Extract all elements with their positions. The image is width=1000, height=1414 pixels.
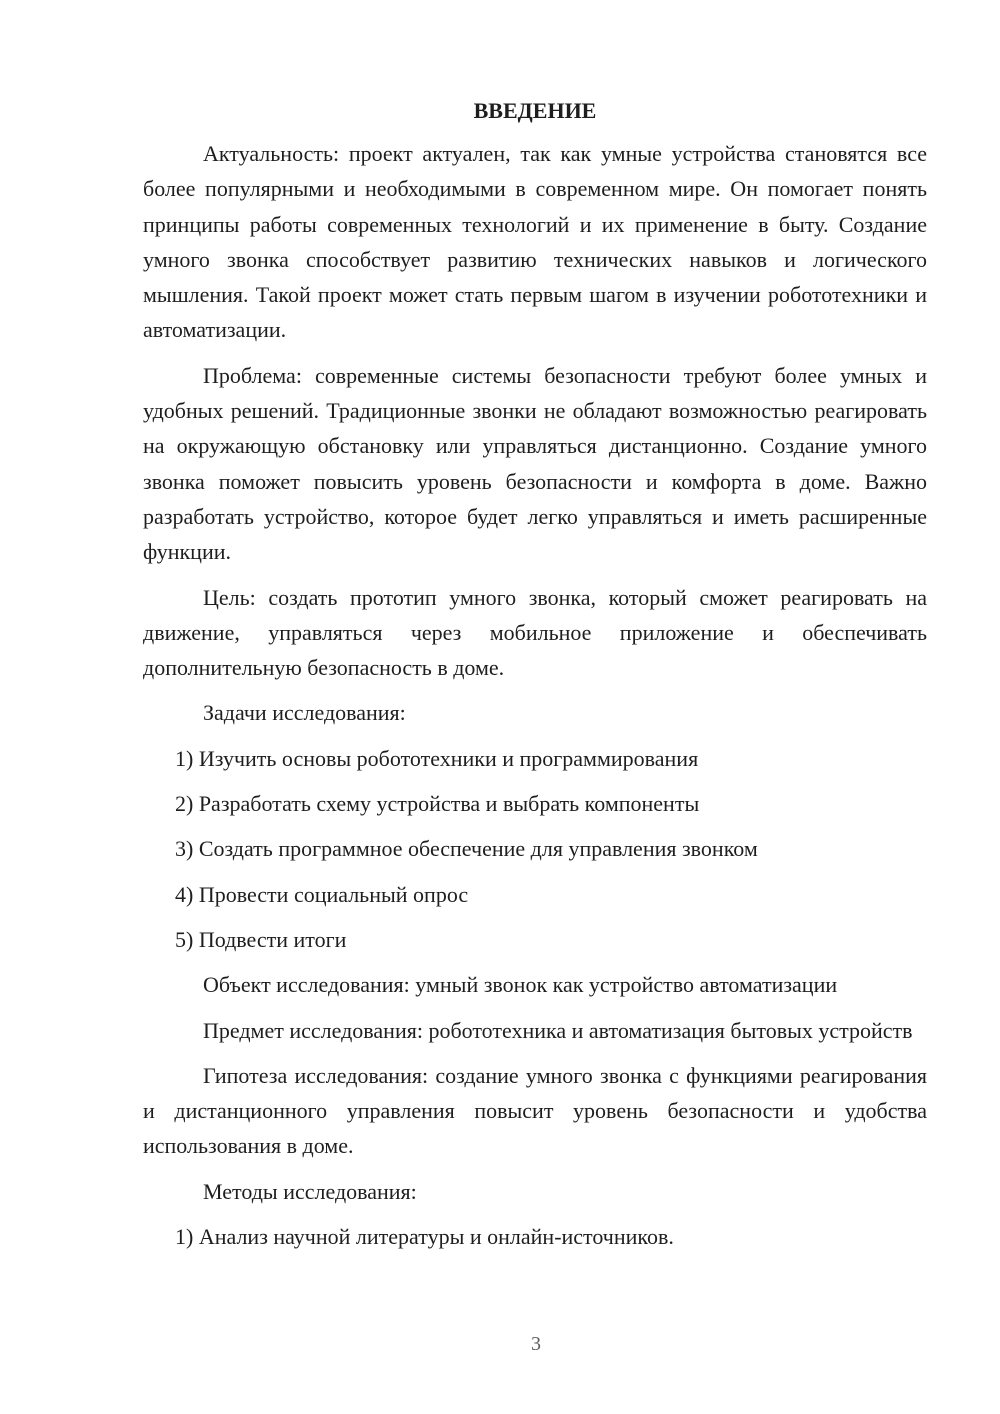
goal-paragraph: Цель: создать прототип умного звонка, который сможет реагировать на движение, управляться через мобильное приложение и обеспечивать дополнительную безопасность в доме. xyxy=(143,584,927,681)
subject-paragraph: Предмет исследования: робототехника и автоматизация бытовых устройств xyxy=(203,1017,913,1043)
task-item: 3) Создать программное обеспечение для управления звонком xyxy=(175,836,758,862)
document-page xyxy=(143,96,927,1264)
methods-heading: Методы исследования: xyxy=(203,1178,417,1204)
object-paragraph: Объект исследования: умный звонок как устройство автоматизации xyxy=(203,972,838,998)
tasks-heading: Задачи исследования: xyxy=(203,700,406,726)
page-title: ВВЕДЕНИЕ xyxy=(473,98,597,123)
task-item: 1) Изучить основы робототехники и программирования xyxy=(175,745,699,771)
task-item: 2) Разработать схему устройства и выбрать компоненты xyxy=(175,791,700,817)
problem-paragraph: Проблема: современные системы безопасности требуют более умных и удобных решений. Традиционные звонки не обладают возможностью реагировать на окружающую обстановку или управляться дистанционно. Создание умного звонка поможет повысить уровень безопасности и комфорта в доме. Важно разработать устройство, которое будет легко управляться и иметь расширенные функции. xyxy=(143,362,927,565)
relevance-paragraph: Актуальность: проект актуален, так как умные устройства становятся все более популярными и необходимыми в современном мире. Он помогает понять принципы работы современных технологий и их применение в быту. Создание умного звонка способствует развитию технических навыков и логического мышления. Такой проект может стать первым шагом в изучении робототехники и автоматизации. xyxy=(143,141,927,343)
hypothesis-paragraph: Гипотеза исследования: создание умного звонка с функциями реагирования и дистанционного управления повысит уровень безопасности и удобства использования в доме. xyxy=(143,1062,927,1159)
method-item: 1) Анализ научной литературы и онлайн-источников. xyxy=(175,1224,674,1250)
task-item: 5) Подвести итоги xyxy=(175,926,347,952)
task-item: 4) Провести социальный опрос xyxy=(175,881,469,907)
page-number: 3 xyxy=(531,1333,541,1355)
